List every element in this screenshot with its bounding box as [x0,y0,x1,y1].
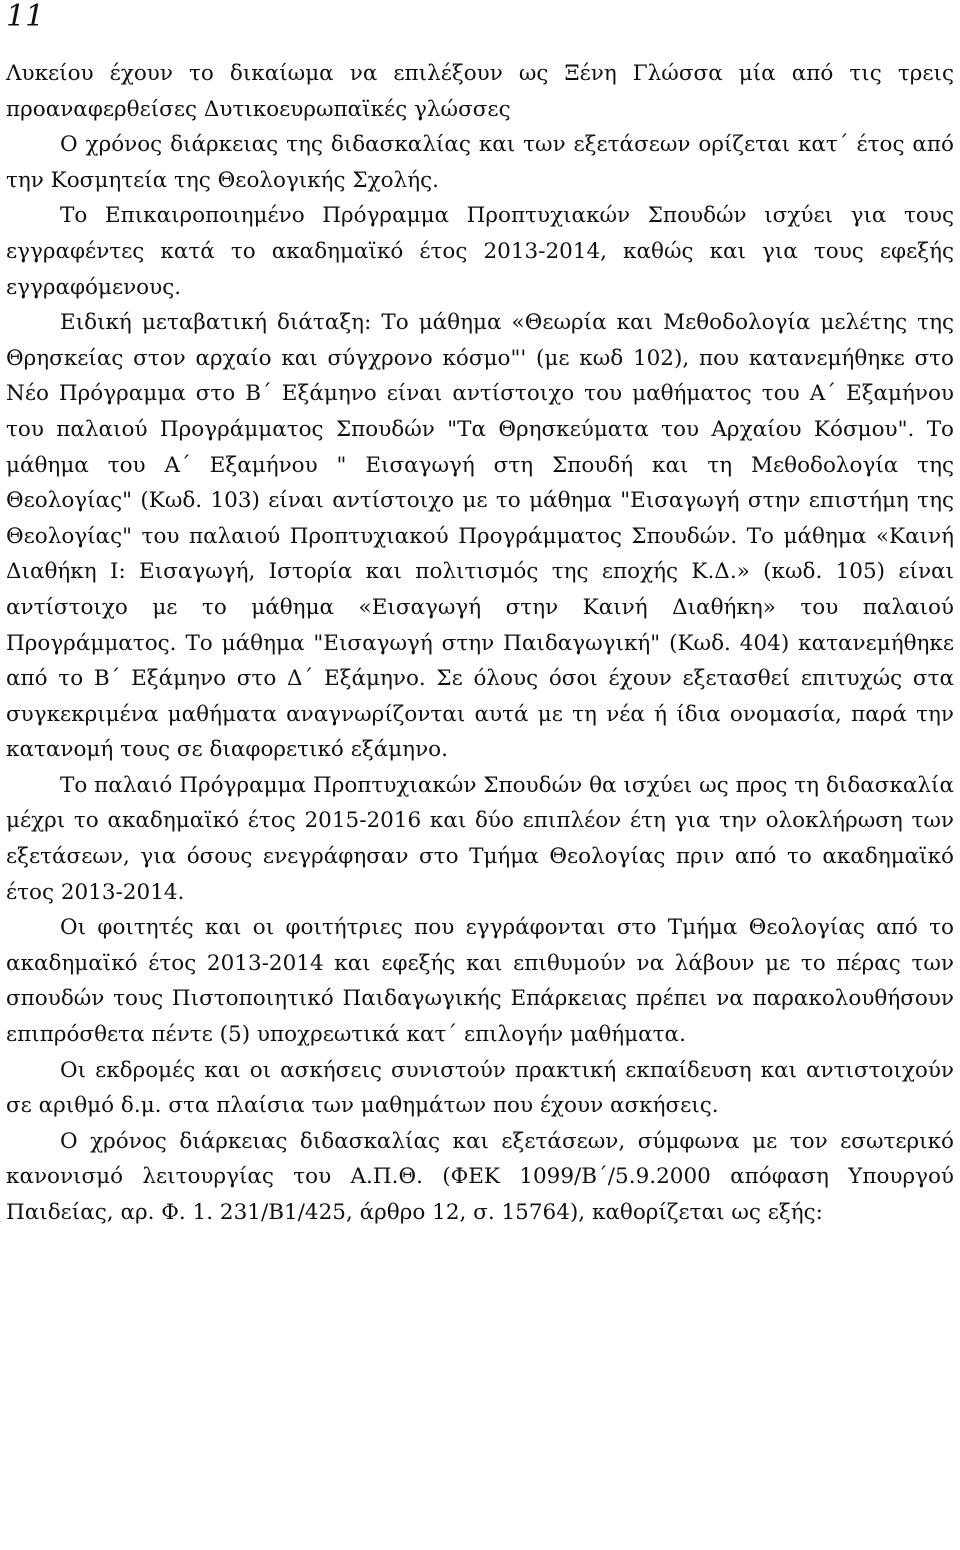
paragraph-duration: Ο χρόνος διάρκειας της διδασκαλίας και των εξετάσεων ορίζεται κατ΄ έτος από την Κοσμητεία της Θεολογικής Σχολής. [6,132,954,193]
paragraph-transitional-provision: Ειδική μεταβατική διάταξη: Το μάθημα «Θεωρία και Μεθοδολογία μελέτης της Θρησκείας στον αρχαίο και σύγχρονο κόσμο"' (με κωδ 102), που κατανεμήθηκε στο Νέο Πρόγραμμα στο Β΄ Εξάμηνο είναι αντίστοιχο του μαθήματος του Α΄ Εξαμήνου του παλαιού Προγράμματος Σπουδών "Τα Θρησκεύματα του Αρχαίου Κόσμου". Το μάθημα του Α΄ Εξαμήνου " Εισαγωγή στη Σπουδή και τη Μεθοδολογία της Θεολογίας" (Κωδ. 103) είναι αντίστοιχο με το μάθημα "Εισαγωγή στην επιστήμη της Θεολογίας" του παλαιού Προπτυχιακού Προγράμματος Σπουδών. Το μάθημα «Καινή Διαθήκη Ι: Εισαγωγή, Ιστορία και πολιτισμός της εποχής Κ.Δ.» (κωδ. 105) είναι αντίστοιχο με το μάθημα «Εισαγωγή στην Καινή Διαθήκη» του παλαιού Προγράμματος. Το μάθημα "Εισαγωγή στην Παιδαγωγική" (Κωδ. 404) κατανεμήθηκε από το Β΄ Εξάμηνο στο Δ΄ Εξάμηνο. Σε όλους όσοι έχουν εξετασθεί επιτυχώς στα συγκεκριμένα μαθήματα αναγνωρίζονται αυτά με τη νέα ή ίδια ονομασία, παρά την κατανομή τους σε διαφορετικό εξάμηνο. [6,310,954,763]
paragraph-updated-program: Το Επικαιροποιημένο Πρόγραμμα Προπτυχιακών Σπουδών ισχύει για τους εγγραφέντες κατά το ακαδημαϊκό έτος 2013-2014, καθώς και για τους εφεξής εγγραφόμενους. [6,203,954,300]
document-body [6,56,954,1231]
paragraph-pedagogical-certificate: Οι φοιτητές και οι φοιτήτριες που εγγράφονται στο Τμήμα Θεολογίας από το ακαδημαϊκό έτος 2013-2014 και εφεξής και επιθυμούν να λάβουν με το πέρας των σπουδών τους Πιστοποιητικό Παιδαγωγικής Επάρκειας πρέπει να παρακολουθήσουν επιπρόσθετα πέντε (5) υποχρεωτικά κατ΄ επιλογήν μαθήματα. [6,915,954,1048]
paragraph-excursions: Οι εκδρομές και οι ασκήσεις συνιστούν πρακτική εκπαίδευση και αντιστοιχούν σε αριθμό δ.μ. στα πλαίσια των μαθημάτων που έχουν ασκήσεις. [6,1057,954,1119]
paragraph-old-program: Το παλαιό Πρόγραμμα Προπτυχιακών Σπουδών θα ισχύει ως προς τη διδασκαλία μέχρι το ακαδημαϊκό έτος 2015-2016 και δύο επιπλέον έτη για την ολοκλήρωση των εξετάσεων, για όσους ενεγράφησαν στο Τμήμα Θεολογίας πριν από το ακαδημαϊκό έτος 2013-2014. [6,772,954,905]
page-number: 11 [6,0,45,34]
paragraph-foreign-language: Λυκείου έχουν το δικαίωμα να επιλέξουν ως Ξένη Γλώσσα μία από τις τρεις προαναφερθείσες Δυτικοευρωπαϊκές γλώσσες [6,61,954,122]
paragraph-regulation: Ο χρόνος διάρκειας διδασκαλίας και εξετάσεων, σύμφωνα με τον εσωτερικό κανονισμό λειτουργίας του Α.Π.Θ. (ΦΕΚ 1099/Β΄/5.9.2000 απόφαση Υπουργού Παιδείας, αρ. Φ. 1. 231/Β1/425, άρθρο 12, σ. 15764), καθορίζεται ως εξής: [6,1128,954,1225]
